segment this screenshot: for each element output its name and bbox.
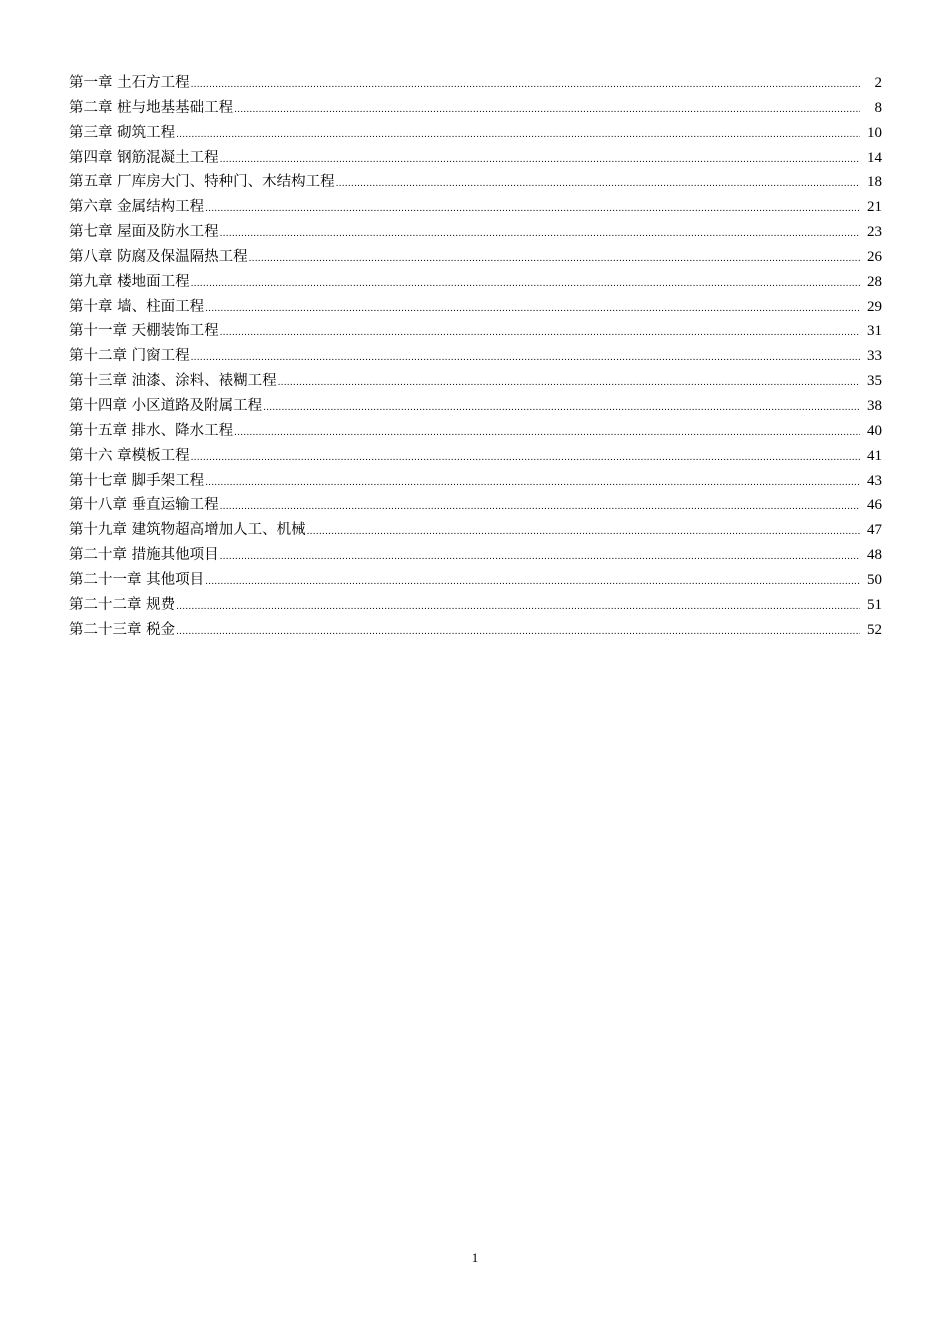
toc-entry-title: 第十八章 垂直运输工程 xyxy=(69,497,219,514)
toc-entry-page: 43 xyxy=(867,472,882,489)
toc-dot-leader xyxy=(205,197,860,222)
toc-entry-title: 第二十章 措施其他项目 xyxy=(69,547,219,564)
toc-dot-leader xyxy=(191,73,860,98)
toc-dot-leader xyxy=(263,396,860,421)
toc-entry-title: 第九章 楼地面工程 xyxy=(69,273,190,290)
toc-entry-page: 35 xyxy=(867,373,882,390)
toc-entry-title: 第三章 砌筑工程 xyxy=(69,124,176,141)
toc-entry-page: 31 xyxy=(867,323,882,340)
toc-entry[interactable] xyxy=(69,344,882,369)
toc-entry-page: 21 xyxy=(867,199,882,216)
toc-dot-leader xyxy=(307,520,860,545)
toc-entry[interactable] xyxy=(69,369,882,394)
toc-entry-title: 第十五章 排水、降水工程 xyxy=(69,422,234,439)
toc-dot-leader xyxy=(191,346,860,371)
toc-entry-title: 第十二章 门窗工程 xyxy=(69,348,190,365)
toc-entry[interactable] xyxy=(69,245,882,270)
toc-entry-page: 28 xyxy=(867,273,882,290)
table-of-contents xyxy=(69,71,882,642)
toc-entry-page: 50 xyxy=(867,571,882,588)
toc-entry[interactable] xyxy=(69,319,882,344)
toc-entry-title: 第七章 屋面及防水工程 xyxy=(69,224,219,241)
toc-entry[interactable] xyxy=(69,469,882,494)
toc-dot-leader xyxy=(220,321,860,346)
toc-entry-page: 33 xyxy=(867,348,882,365)
toc-entry[interactable] xyxy=(69,593,882,618)
toc-dot-leader xyxy=(176,595,860,620)
toc-entry-title: 第二十三章 税金 xyxy=(69,621,176,638)
toc-entry-title: 第二章 桩与地基基础工程 xyxy=(69,99,234,116)
toc-entry[interactable] xyxy=(69,270,882,295)
toc-entry[interactable] xyxy=(69,146,882,171)
toc-entry[interactable] xyxy=(69,543,882,568)
toc-entry-page: 46 xyxy=(867,497,882,514)
toc-entry-page: 14 xyxy=(867,149,882,166)
toc-entry[interactable] xyxy=(69,493,882,518)
toc-entry[interactable] xyxy=(69,121,882,146)
toc-entry-title: 第十七章 脚手架工程 xyxy=(69,472,205,489)
toc-entry-title: 第二十一章 其他项目 xyxy=(69,571,205,588)
toc-entry[interactable] xyxy=(69,220,882,245)
toc-dot-leader xyxy=(234,98,860,123)
toc-entry[interactable] xyxy=(69,394,882,419)
toc-entry-page: 26 xyxy=(867,248,882,265)
toc-dot-leader xyxy=(205,297,860,322)
toc-entry-title: 第十六 章模板工程 xyxy=(69,447,190,464)
toc-entry-page: 8 xyxy=(874,99,882,116)
toc-dot-leader xyxy=(234,421,860,446)
toc-entry[interactable] xyxy=(69,444,882,469)
toc-entry-title: 第八章 防腐及保温隔热工程 xyxy=(69,248,248,265)
toc-entry[interactable] xyxy=(69,568,882,593)
toc-dot-leader xyxy=(336,172,860,197)
toc-entry-title: 第六章 金属结构工程 xyxy=(69,199,205,216)
toc-entry-page: 18 xyxy=(867,174,882,191)
toc-dot-leader xyxy=(176,123,860,148)
toc-dot-leader xyxy=(220,495,860,520)
toc-entry-title: 第十三章 油漆、涂料、裱糊工程 xyxy=(69,373,277,390)
toc-entry-page: 51 xyxy=(867,596,882,613)
toc-dot-leader xyxy=(191,446,860,471)
toc-entry-title: 第十四章 小区道路及附属工程 xyxy=(69,397,263,414)
toc-dot-leader xyxy=(220,545,860,570)
toc-dot-leader xyxy=(205,570,860,595)
toc-entry[interactable] xyxy=(69,170,882,195)
toc-entry[interactable] xyxy=(69,295,882,320)
toc-entry-page: 38 xyxy=(867,397,882,414)
toc-entry-page: 40 xyxy=(867,422,882,439)
toc-entry-title: 第十一章 天棚装饰工程 xyxy=(69,323,219,340)
toc-entry-title: 第四章 钢筋混凝土工程 xyxy=(69,149,219,166)
toc-entry[interactable] xyxy=(69,71,882,96)
toc-dot-leader xyxy=(220,148,860,173)
toc-entry-page: 10 xyxy=(867,124,882,141)
toc-entry-page: 41 xyxy=(867,447,882,464)
toc-entry-title: 第十九章 建筑物超高增加人工、机械 xyxy=(69,522,306,539)
toc-entry[interactable] xyxy=(69,419,882,444)
toc-entry[interactable] xyxy=(69,618,882,643)
toc-dot-leader xyxy=(249,247,860,272)
toc-entry-page: 47 xyxy=(867,522,882,539)
toc-dot-leader xyxy=(176,620,860,645)
toc-entry-title: 第二十二章 规费 xyxy=(69,596,176,613)
toc-entry[interactable] xyxy=(69,195,882,220)
toc-dot-leader xyxy=(205,471,860,496)
toc-entry[interactable] xyxy=(69,518,882,543)
toc-entry-page: 23 xyxy=(867,224,882,241)
toc-entry[interactable] xyxy=(69,96,882,121)
toc-entry-title: 第五章 厂库房大门、特种门、木结构工程 xyxy=(69,174,335,191)
toc-entry-page: 2 xyxy=(874,75,882,91)
toc-dot-leader xyxy=(220,222,860,247)
toc-entry-page: 29 xyxy=(867,298,882,315)
toc-dot-leader xyxy=(278,371,860,396)
toc-dot-leader xyxy=(191,272,860,297)
toc-entry-page: 52 xyxy=(867,621,882,638)
page-number: 1 xyxy=(471,1250,479,1265)
toc-entry-title: 第一章 土石方工程 xyxy=(69,75,190,91)
toc-entry-page: 48 xyxy=(867,547,882,564)
toc-entry-title: 第十章 墙、柱面工程 xyxy=(69,298,205,315)
